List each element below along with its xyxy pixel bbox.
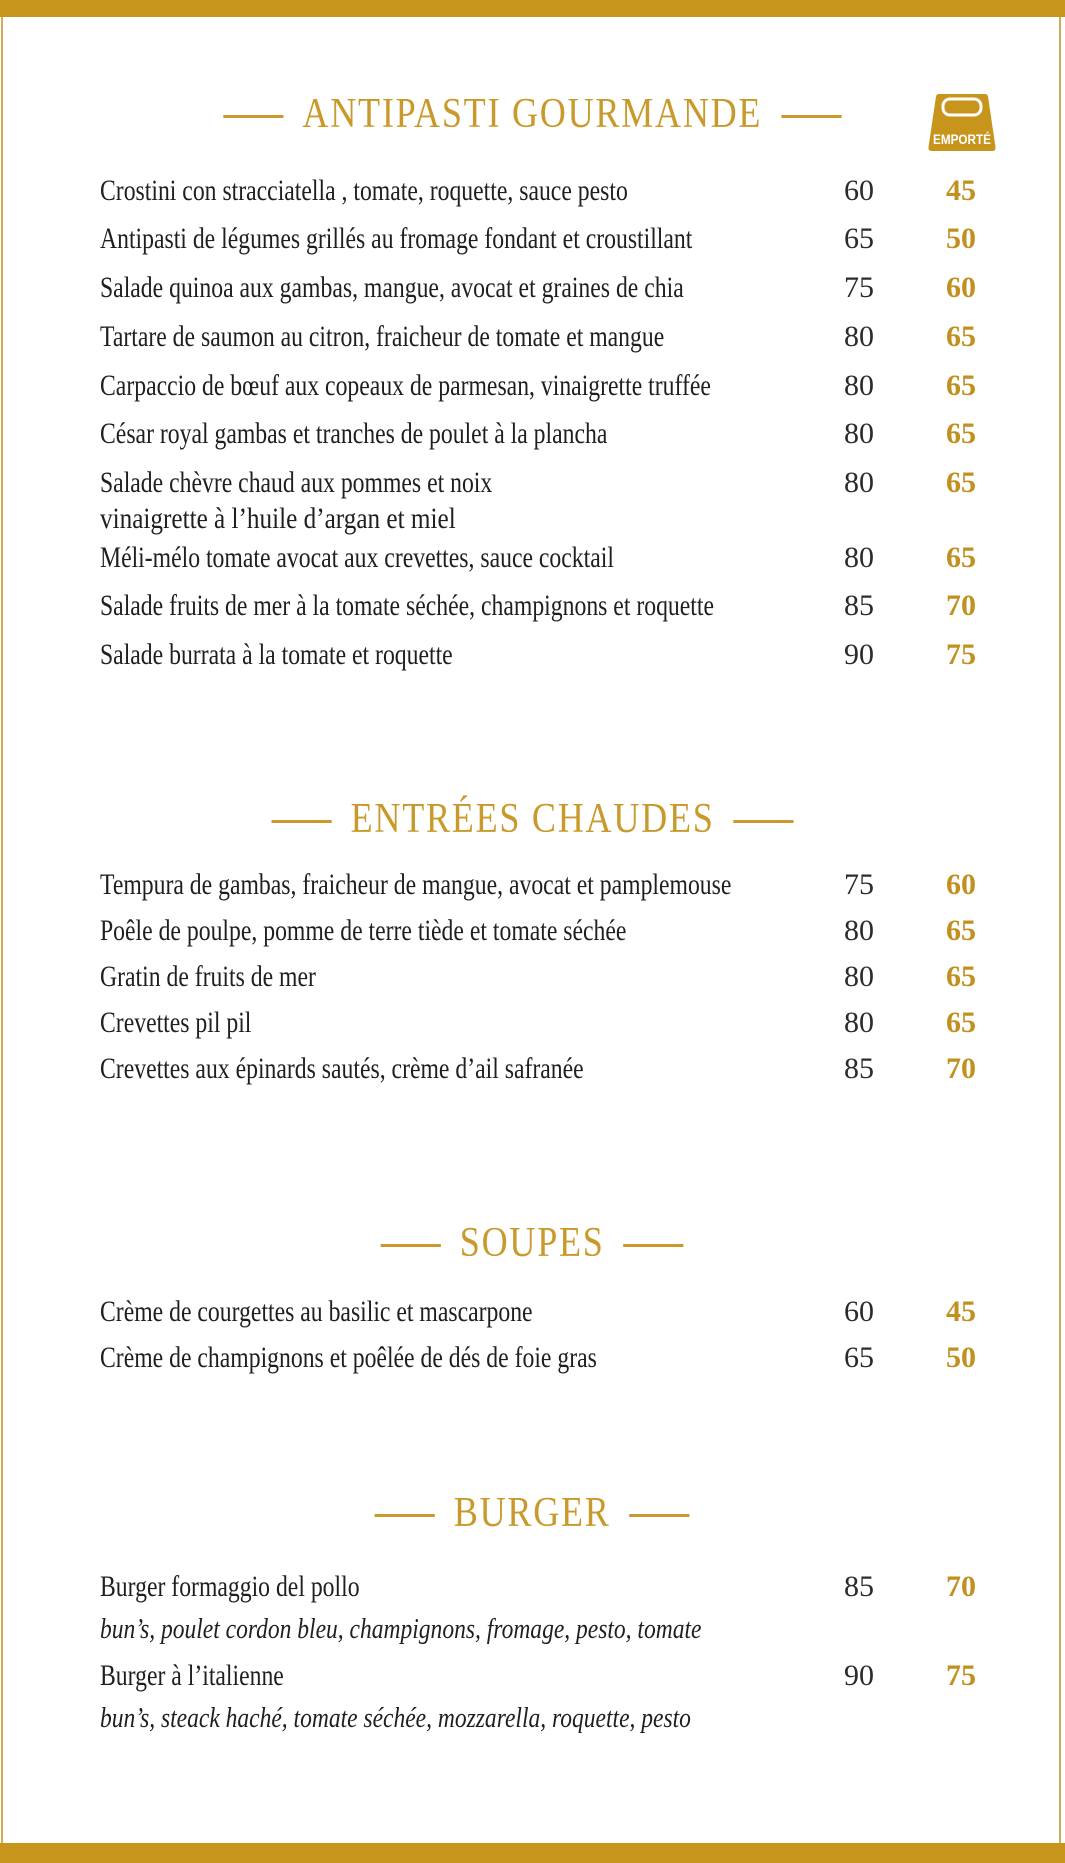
item-name: Salade fruits de mer à la tomate séchée, champignons et roquette: [100, 589, 714, 622]
menu-item-row: [0, 637, 1065, 673]
takeaway-price: 65: [946, 369, 976, 402]
dine-in-price: 90: [844, 638, 874, 671]
top-gold-bar: [0, 0, 1065, 17]
item-name: Crevettes aux épinards sautés, crème d’ail safranée: [100, 1052, 584, 1085]
section-heading-inner: [223, 90, 841, 138]
item-description: bun’s, poulet cordon bleu, champignons, fromage, pesto, tomate: [100, 1614, 702, 1645]
item-name: Crème de champignons et poêlée de dés de foie gras: [100, 1341, 597, 1374]
section-heading: [0, 90, 1065, 138]
item-name: Carpaccio de bœuf aux copeaux de parmesan, vinaigrette truffée: [100, 369, 711, 402]
heading-left-dash: [381, 1244, 441, 1247]
item-name: Burger formaggio del pollo: [100, 1570, 360, 1603]
dine-in-price: 80: [844, 466, 874, 499]
takeaway-price: 50: [946, 1341, 976, 1374]
item-subline-row: [0, 501, 1065, 537]
menu-item-row: [0, 1294, 1065, 1330]
dine-in-price: 85: [844, 1570, 874, 1603]
item-name: Antipasti de légumes grillés au fromage fondant et croustillant: [100, 222, 693, 255]
section-heading-inner: [271, 795, 793, 843]
section-heading: [0, 1489, 1065, 1537]
dine-in-price: 80: [844, 320, 874, 353]
item-description: bun’s, steack haché, tomate séchée, mozzarella, roquette, pesto: [100, 1703, 691, 1734]
item-name: Crostini con stracciatella , tomate, roquette, sauce pesto: [100, 174, 628, 207]
section-title: BURGER: [454, 1490, 611, 1536]
item-name: Burger à l’italienne: [100, 1659, 284, 1692]
dine-in-price: 85: [844, 589, 874, 622]
menu-item-row: [0, 1005, 1065, 1041]
menu-item-row: [0, 867, 1065, 903]
menu-item-row: [0, 1569, 1065, 1605]
heading-right-dash: [630, 1514, 690, 1517]
menu-item-row: [0, 319, 1065, 355]
menu-item-row: [0, 465, 1065, 501]
takeaway-price: 70: [946, 1570, 976, 1603]
section-title: SOUPES: [460, 1220, 605, 1266]
takeaway-price: 60: [946, 868, 976, 901]
dine-in-price: 60: [844, 174, 874, 207]
menu-item-row: [0, 416, 1065, 452]
item-description-row: [0, 1702, 1065, 1736]
item-name: Salade chèvre chaud aux pommes et noix: [100, 466, 493, 499]
dine-in-price: 75: [844, 868, 874, 901]
heading-right-dash: [781, 115, 841, 118]
heading-right-dash: [624, 1244, 684, 1247]
takeaway-price: 65: [946, 320, 976, 353]
menu-item-row: [0, 1051, 1065, 1087]
dine-in-price: 80: [844, 369, 874, 402]
item-name: Tartare de saumon au citron, fraicheur de tomate et mangue: [100, 320, 665, 353]
takeaway-price: 65: [946, 914, 976, 947]
dine-in-price: 80: [844, 417, 874, 450]
takeaway-price: 65: [946, 466, 976, 499]
section-heading: [0, 795, 1065, 843]
takeaway-price: 75: [946, 638, 976, 671]
item-subline: vinaigrette à l’huile d’argan et miel: [100, 502, 456, 535]
item-name: Poêle de poulpe, pomme de terre tiède et tomate séchée: [100, 914, 627, 947]
takeaway-price: 70: [946, 1052, 976, 1085]
menu-item-row: [0, 959, 1065, 995]
dine-in-price: 60: [844, 1295, 874, 1328]
dine-in-price: 80: [844, 960, 874, 993]
menu-item-row: [0, 1658, 1065, 1694]
takeaway-price: 60: [946, 271, 976, 304]
takeaway-price: 75: [946, 1659, 976, 1692]
section-heading: [0, 1219, 1065, 1267]
dine-in-price: 80: [844, 1006, 874, 1039]
item-name: Tempura de gambas, fraicheur de mangue, avocat et pamplemouse: [100, 868, 732, 901]
dine-in-price: 80: [844, 914, 874, 947]
dine-in-price: 65: [844, 222, 874, 255]
menu-item-row: [0, 368, 1065, 404]
heading-left-dash: [223, 115, 283, 118]
takeaway-price: 50: [946, 222, 976, 255]
item-name: Crevettes pil pil: [100, 1006, 252, 1039]
item-name: Gratin de fruits de mer: [100, 960, 316, 993]
menu-item-row: [0, 913, 1065, 949]
dine-in-price: 90: [844, 1659, 874, 1692]
item-name: Salade burrata à la tomate et roquette: [100, 638, 453, 671]
takeaway-price: 65: [946, 960, 976, 993]
section-heading-inner: [381, 1219, 684, 1267]
heading-right-dash: [733, 820, 793, 823]
menu-item-row: [0, 173, 1065, 209]
item-name: Salade quinoa aux gambas, mangue, avocat et graines de chia: [100, 271, 684, 304]
dine-in-price: 80: [844, 541, 874, 574]
takeaway-price: 45: [946, 174, 976, 207]
bottom-gold-bar: [0, 1843, 1065, 1863]
menu-item-row: [0, 270, 1065, 306]
dine-in-price: 75: [844, 271, 874, 304]
takeaway-badge-label: EMPORTÉ: [933, 132, 991, 147]
item-name: Crème de courgettes au basilic et mascarpone: [100, 1295, 533, 1328]
menu-item-row: [0, 588, 1065, 624]
takeaway-price: 65: [946, 1006, 976, 1039]
takeaway-price: 45: [946, 1295, 976, 1328]
heading-left-dash: [271, 820, 331, 823]
takeaway-price: 70: [946, 589, 976, 622]
dine-in-price: 85: [844, 1052, 874, 1085]
section-heading-inner: [375, 1489, 690, 1537]
takeaway-price: 65: [946, 541, 976, 574]
item-name: César royal gambas et tranches de poulet à la plancha: [100, 417, 608, 450]
dine-in-price: 65: [844, 1341, 874, 1374]
item-name: Méli-mélo tomate avocat aux crevettes, sauce cocktail: [100, 541, 614, 574]
menu-item-row: [0, 221, 1065, 257]
heading-left-dash: [375, 1514, 435, 1517]
menu-item-row: [0, 540, 1065, 576]
menu-item-row: [0, 1340, 1065, 1376]
item-description-row: [0, 1613, 1065, 1647]
section-title: ENTRÉES CHAUDES: [350, 796, 715, 842]
takeaway-price: 65: [946, 417, 976, 450]
section-title: ANTIPASTI GOURMANDE: [302, 91, 763, 137]
